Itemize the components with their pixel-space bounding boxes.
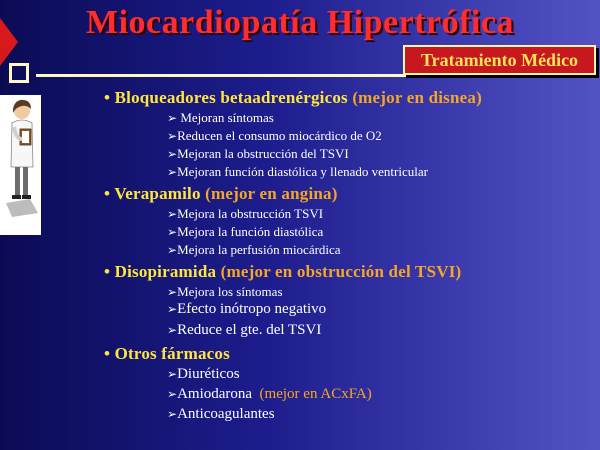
list-item bbox=[167, 301, 326, 318]
section-label: Disopiramida bbox=[114, 262, 217, 281]
list-item bbox=[167, 322, 321, 339]
bullet: • bbox=[104, 184, 111, 203]
item-text: Mejoran la obstrucción del TSVI bbox=[177, 146, 349, 161]
item-text: Mejora la obstrucción TSVI bbox=[177, 206, 324, 221]
arrow-bullet-icon: ➢ bbox=[167, 129, 178, 143]
section-label: Verapamilo bbox=[114, 184, 201, 203]
item-text: Efecto inótropo negativo bbox=[177, 301, 327, 317]
item-text: Diuréticos bbox=[177, 366, 240, 382]
item-text: Mejora la perfusión miocárdica bbox=[177, 242, 341, 257]
list-item bbox=[167, 284, 283, 300]
item-text: Mejora los síntomas bbox=[177, 284, 283, 299]
bullet: • bbox=[104, 262, 111, 281]
section-note: (mejor en angina) bbox=[205, 184, 338, 203]
arrow-bullet-icon: ➢ bbox=[167, 225, 178, 239]
item-note: (mejor en ACxFA) bbox=[259, 386, 372, 402]
section-note: (mejor en obstrucción del TSVI) bbox=[220, 262, 462, 281]
list-item bbox=[167, 164, 428, 180]
item-text: Amiodarona bbox=[177, 386, 253, 402]
item-text: Reducen el consumo miocárdico de O2 bbox=[177, 128, 382, 143]
subtitle-box bbox=[403, 45, 596, 75]
list-item bbox=[167, 128, 382, 144]
item-text: Reduce el gte. del TSVI bbox=[177, 322, 322, 338]
arrow-bullet-icon: ➢ bbox=[167, 387, 178, 401]
arrow-bullet-icon: ➢ bbox=[167, 407, 178, 421]
section-beta-blockers bbox=[104, 88, 482, 108]
section-disopiramida bbox=[104, 262, 461, 282]
title-underline bbox=[36, 74, 410, 77]
list-item bbox=[167, 146, 349, 162]
arrow-bullet-icon: ➢ bbox=[167, 367, 178, 381]
item-text: Anticoagulantes bbox=[177, 406, 275, 422]
item-text: Mejoran función diastólica y llenado ventricular bbox=[177, 164, 428, 179]
arrow-bullet-icon: ➢ bbox=[167, 285, 178, 299]
section-label: Otros fármacos bbox=[114, 344, 230, 363]
list-item bbox=[167, 406, 275, 423]
section-note: (mejor en disnea) bbox=[352, 88, 482, 107]
section-otros-farmacos bbox=[104, 344, 230, 364]
arrow-bullet-icon: ➢ bbox=[167, 207, 178, 221]
list-item bbox=[167, 110, 274, 126]
list-item bbox=[167, 206, 323, 222]
doctor-illustration-panel bbox=[0, 95, 41, 235]
slide-title: Miocardiopatía Hipertrófica bbox=[85, 4, 514, 41]
arrow-bullet-icon: ➢ bbox=[167, 323, 178, 337]
list-item bbox=[167, 366, 240, 383]
slide-subtitle: Tratamiento Médico bbox=[420, 50, 579, 70]
list-item bbox=[167, 242, 341, 258]
arrow-bullet-icon: ➢ bbox=[167, 147, 178, 161]
item-text: Mejora la función diastólica bbox=[177, 224, 324, 239]
list-item bbox=[167, 224, 323, 240]
doctor-with-clipboard-icon bbox=[0, 95, 41, 235]
section-label: Bloqueadores betaadrenérgicos bbox=[114, 88, 348, 107]
bullet: • bbox=[104, 344, 111, 363]
arrow-bullet-icon: ➢ bbox=[167, 243, 178, 257]
list-item bbox=[167, 386, 372, 403]
square-outline-icon bbox=[9, 63, 29, 83]
item-text: Mejoran síntomas bbox=[177, 110, 274, 125]
arrow-bullet-icon: ➢ bbox=[167, 111, 178, 125]
section-verapamilo bbox=[104, 184, 338, 204]
bullet: • bbox=[104, 88, 111, 107]
arrow-bullet-icon: ➢ bbox=[167, 302, 178, 316]
arrow-bullet-icon: ➢ bbox=[167, 165, 178, 179]
